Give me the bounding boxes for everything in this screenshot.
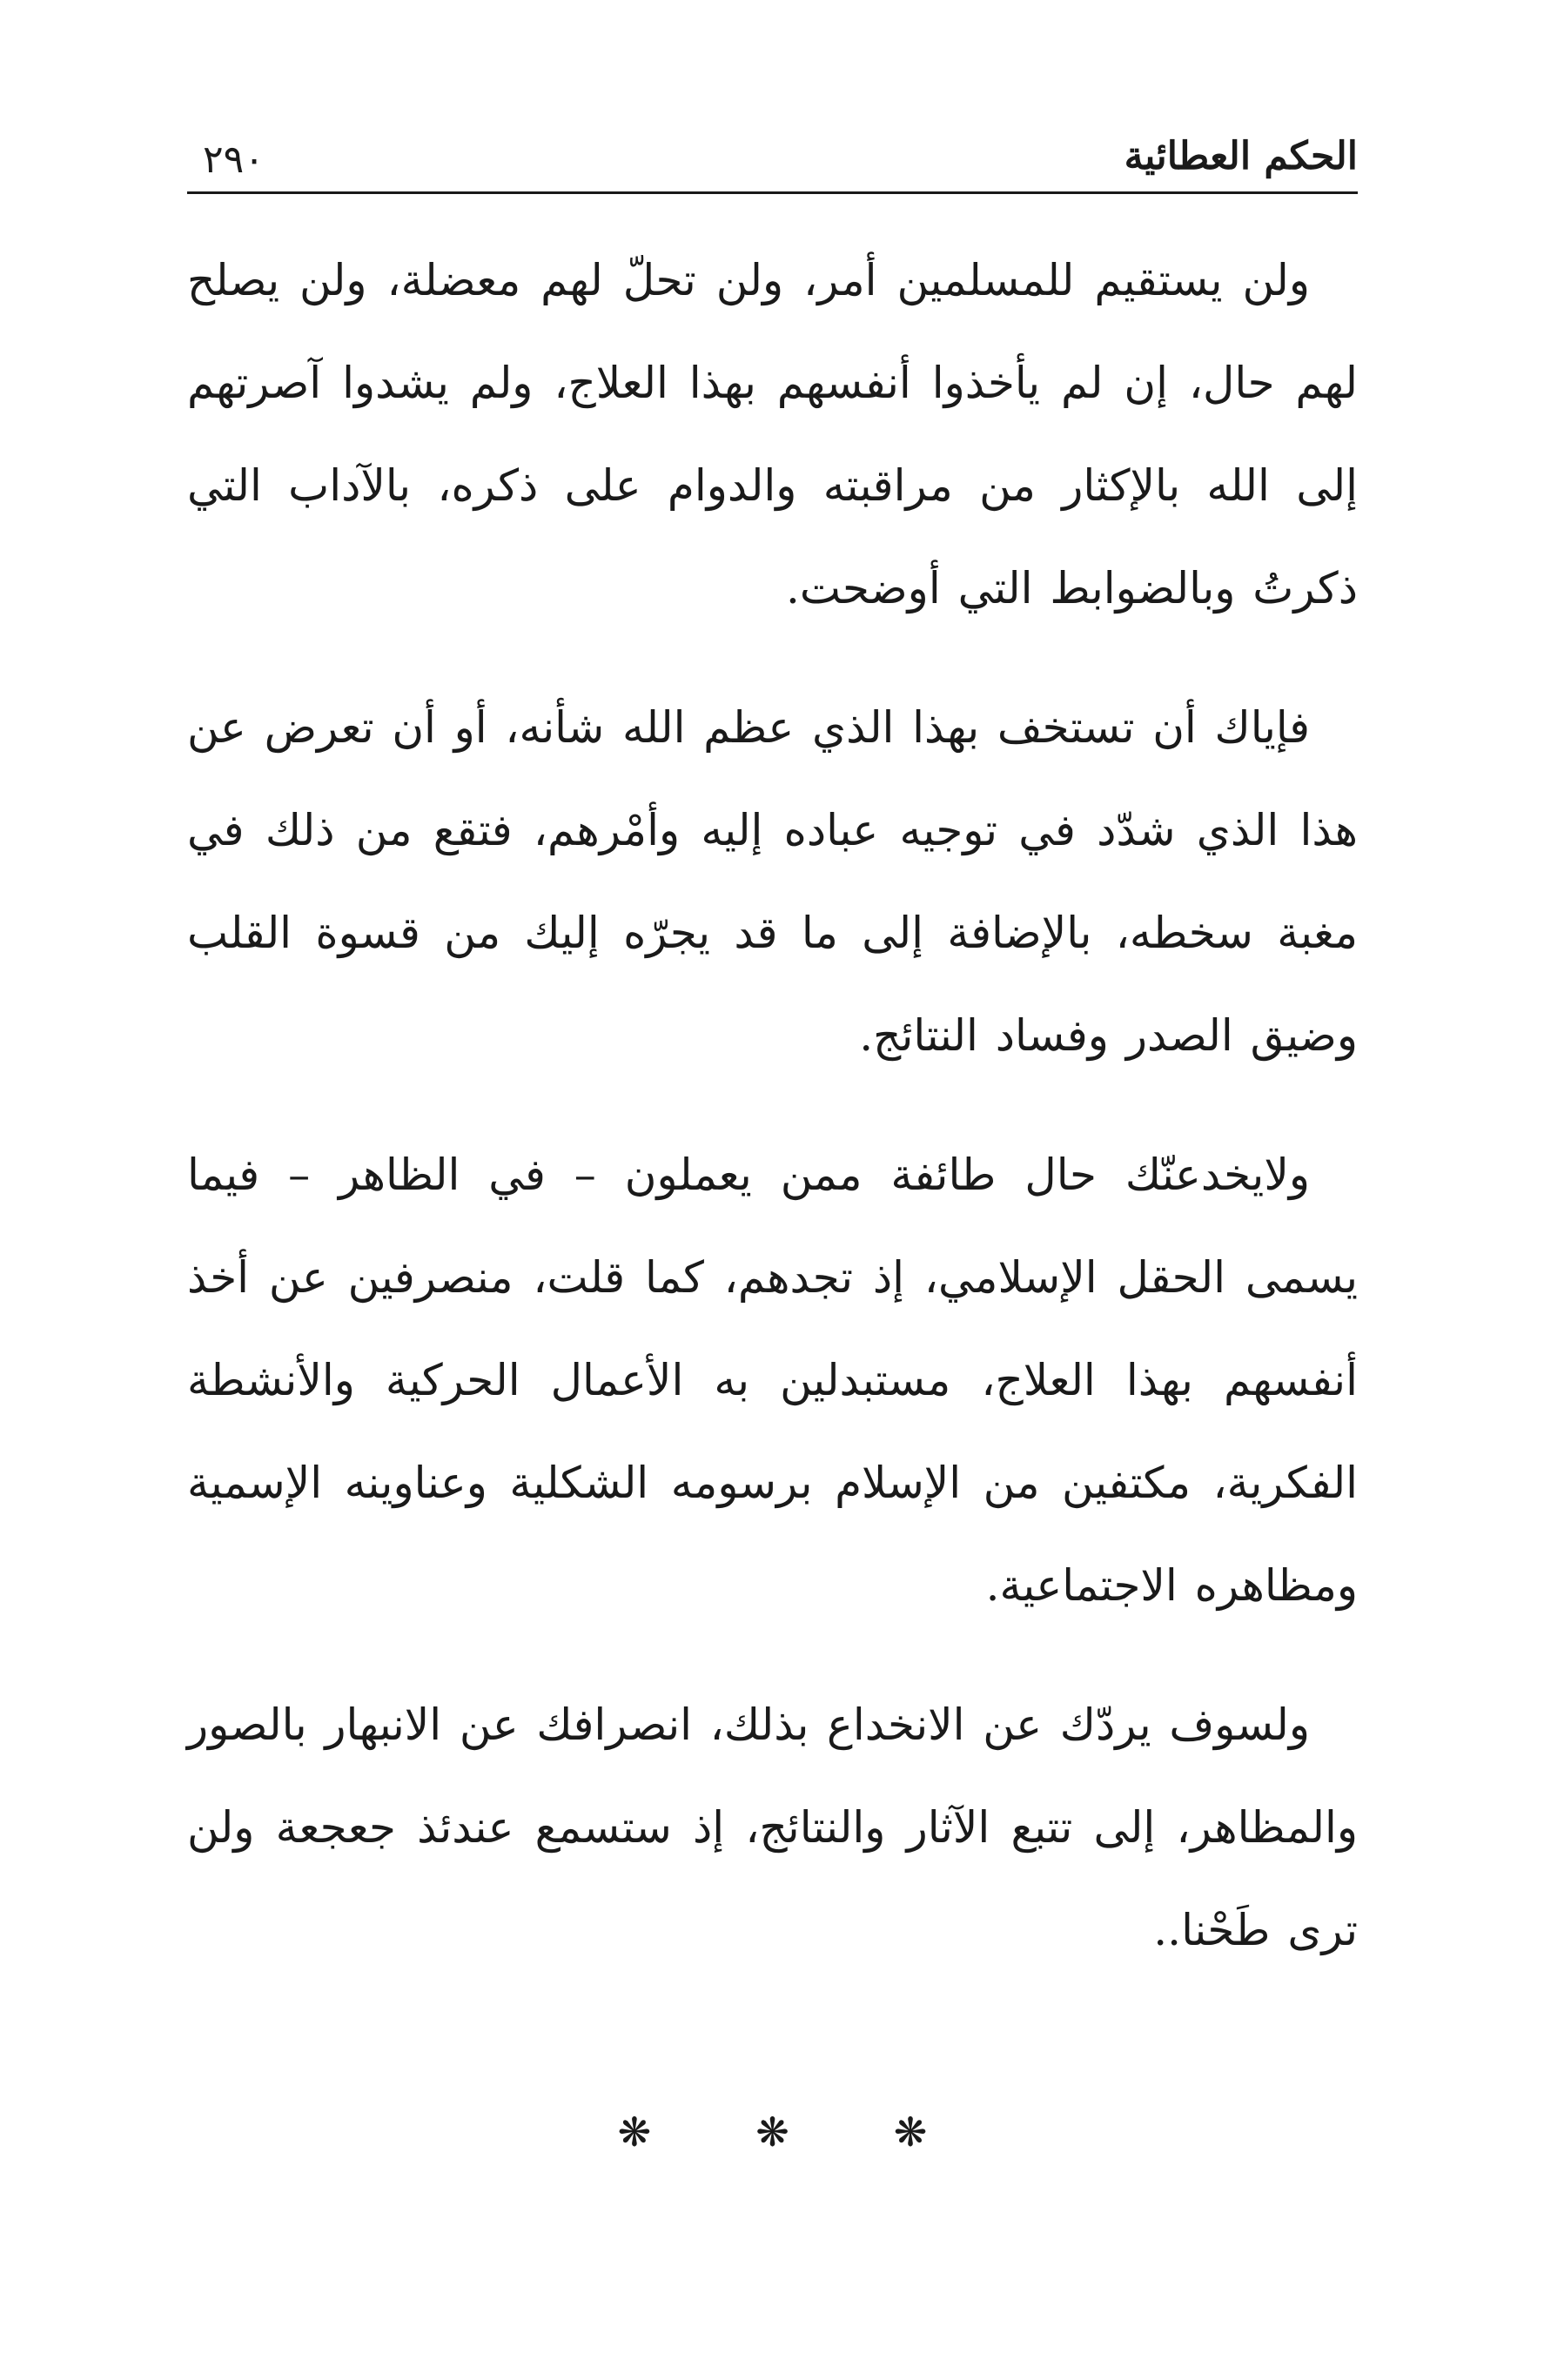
paragraph-3: ولايخدعنّك حال طائفة ممن يعملون – في الظاهر – فيما يسمى الحقل الإسلامي، إذ تجدهم، كما قلت، منصرفين عن أخذ أنفسهم بهذا العلاج، مستبدلين به الأعمال الحركية والأنشطة الفكرية، مكتفين من الإسلام برسومه الشكلية وعناوينه الإسمية ومظاهره الاجتماعية. [187, 1150, 1358, 1611]
page-body [187, 229, 1358, 2155]
book-page [187, 104, 1358, 2280]
paragraph-1: ولن يستقيم للمسلمين أمر، ولن تحلّ لهم معضلة، ولن يصلح لهم حال، إن لم يأخذوا أنفسهم بهذا العلاج، ولم يشدوا آصرتهم إلى الله بالإكثار من مراقبته والدوام على ذكره، بالآداب التي ذكرتُ وبالضوابط التي أوضحت. [187, 255, 1358, 613]
asterism-icon: ❋ [893, 2108, 928, 2155]
page-header [187, 104, 1358, 194]
section-separator [187, 2108, 1358, 2155]
page-number: ٢٩٠ [203, 137, 265, 182]
asterism-icon: ❋ [617, 2108, 652, 2155]
asterism-icon: ❋ [755, 2108, 789, 2155]
paragraph-4: ولسوف يردّك عن الانخداع بذلك، انصرافك عن الانبهار بالصور والمظاهر، إلى تتبع الآثار والنتائج، إذ ستسمع عندئذ جعجعة ولن ترى طَحْنا.. [187, 1700, 1358, 1955]
paragraph-2: فإياك أن تستخف بهذا الذي عظم الله شأنه، أو أن تعرض عن هذا الذي شدّد في توجيه عباده إليه وأمْرهم، فتقع من ذلك في مغبة سخطه، بالإضافة إلى ما قد يجرّه إليك من قسوة القلب وضيق الصدر وفساد النتائج. [187, 702, 1358, 1061]
running-title: الحكم العطائية [1124, 134, 1358, 178]
